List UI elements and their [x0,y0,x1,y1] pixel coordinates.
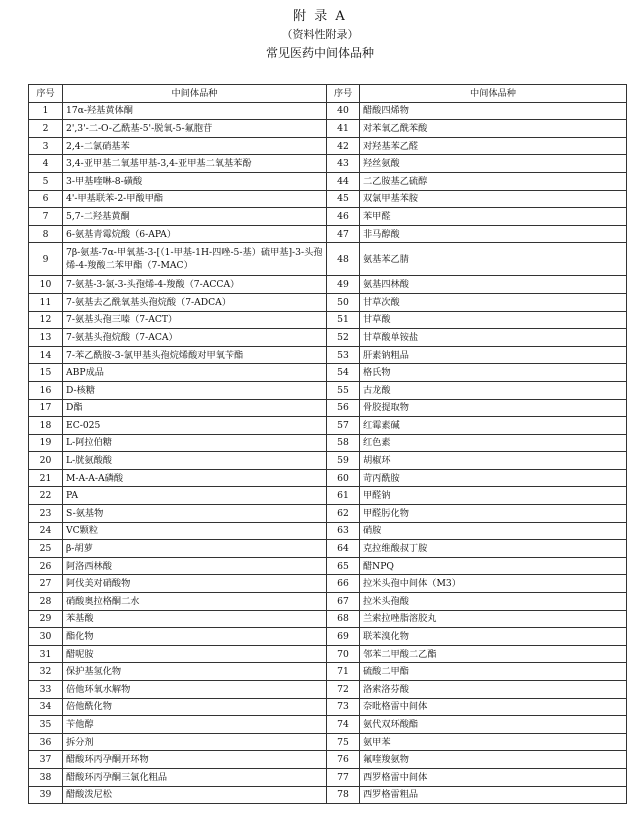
row-index-left: 1 [29,102,63,120]
row-name-left: 3-甲基喹啉-8-磺酸 [63,172,327,190]
row-index-right: 47 [327,225,360,243]
row-name-left: 3,4-亚甲基二氧基甲基-3,4-亚甲基二氧基苯酚 [63,155,327,173]
row-index-right: 41 [327,120,360,138]
row-index-left: 5 [29,172,63,190]
row-index-left: 9 [29,243,63,276]
row-index-right: 51 [327,311,360,329]
table-row [29,293,627,311]
row-index-left: 31 [29,645,63,663]
row-name-left: 硝酸奥拉格酮二水 [63,593,327,611]
row-index-left: 18 [29,417,63,435]
row-index-right: 69 [327,628,360,646]
row-index-left: 10 [29,276,63,294]
row-name-right: 甲醛钠 [360,487,627,505]
row-name-right: 古龙酸 [360,381,627,399]
row-index-left: 13 [29,329,63,347]
row-index-right: 61 [327,487,360,505]
table-row [29,593,627,611]
row-name-left: EC-025 [63,417,327,435]
row-name-left: 7-氨基-3-氯-3-头孢烯-4-羧酸（7-ACCA） [63,276,327,294]
row-index-left: 16 [29,381,63,399]
table-row [29,346,627,364]
row-name-right: 克拉维酸叔丁胺 [360,540,627,558]
row-name-right: 骨胶提取物 [360,399,627,417]
intermediates-table [28,84,627,804]
row-name-right: 氨代双环酸酯 [360,716,627,734]
row-index-left: 29 [29,610,63,628]
row-index-left: 7 [29,208,63,226]
row-index-left: 3 [29,137,63,155]
row-name-left: β-胡萝 [63,540,327,558]
table-row [29,102,627,120]
row-name-left: 倍他环氧水解物 [63,681,327,699]
row-name-left: D-核糖 [63,381,327,399]
row-name-right: 拉米头孢酸 [360,593,627,611]
row-index-right: 63 [327,522,360,540]
table-row [29,628,627,646]
row-index-left: 11 [29,293,63,311]
row-name-left: 保护基氢化物 [63,663,327,681]
table-row [29,155,627,173]
table-row [29,276,627,294]
row-name-right: 氨基苯乙腈 [360,243,627,276]
row-name-right: 对羟基苯乙醛 [360,137,627,155]
row-index-left: 21 [29,469,63,487]
table-row [29,663,627,681]
row-index-left: 37 [29,751,63,769]
row-name-left: 2,4-二氯硝基苯 [63,137,327,155]
row-name-left: 17α-羟基黄体酮 [63,102,327,120]
row-name-right: 醋酸四烯物 [360,102,627,120]
table-row [29,522,627,540]
row-index-left: 19 [29,434,63,452]
row-name-right: 甘草酸 [360,311,627,329]
row-index-left: 15 [29,364,63,382]
table-row [29,172,627,190]
row-index-right: 78 [327,786,360,804]
row-name-left: 7-氨基去乙酰氧基头孢烷酸（7-ADCA） [63,293,327,311]
row-index-right: 46 [327,208,360,226]
row-name-left: 酯化物 [63,628,327,646]
row-index-right: 67 [327,593,360,611]
row-name-right: 邻苯二甲酸二乙酯 [360,645,627,663]
table-row [29,434,627,452]
row-index-left: 30 [29,628,63,646]
row-index-right: 74 [327,716,360,734]
document-title: 常见医药中间体品种 [265,46,374,60]
table-row [29,733,627,751]
row-name-right: 甲醛肟化物 [360,505,627,523]
row-index-right: 52 [327,329,360,347]
row-index-right: 42 [327,137,360,155]
row-index-right: 64 [327,540,360,558]
row-index-right: 75 [327,733,360,751]
table-row [29,786,627,804]
row-name-left: PA [63,487,327,505]
row-name-right: 醋NPQ [360,557,627,575]
row-index-right: 76 [327,751,360,769]
row-name-right: 兰索拉唑脂溶胶丸 [360,610,627,628]
table-row [29,243,627,276]
row-index-left: 34 [29,698,63,716]
row-name-left: 苯基酸 [63,610,327,628]
row-index-right: 56 [327,399,360,417]
row-name-right: 苛丙酰胺 [360,469,627,487]
row-index-left: 4 [29,155,63,173]
table-row [29,311,627,329]
row-name-right: 二乙胺基乙硫醇 [360,172,627,190]
header-index-right: 序号 [327,85,360,103]
row-index-right: 65 [327,557,360,575]
row-index-right: 66 [327,575,360,593]
table-row [29,540,627,558]
row-index-right: 59 [327,452,360,470]
row-index-right: 58 [327,434,360,452]
row-name-right: 氨基四林酸 [360,276,627,294]
row-name-left: 苄他醇 [63,716,327,734]
table-row [29,698,627,716]
row-index-right: 55 [327,381,360,399]
row-index-right: 60 [327,469,360,487]
table-row [29,137,627,155]
table-header-row [29,85,627,103]
row-name-left: 醋酸环丙孕酮开环物 [63,751,327,769]
row-name-right: 红色素 [360,434,627,452]
row-index-right: 54 [327,364,360,382]
row-index-right: 40 [327,102,360,120]
table-row [29,505,627,523]
row-name-left: ABP成品 [63,364,327,382]
row-index-left: 20 [29,452,63,470]
table-row [29,469,627,487]
table-row [29,120,627,138]
row-index-left: 2 [29,120,63,138]
row-name-right: 西罗格雷粗品 [360,786,627,804]
row-index-left: 24 [29,522,63,540]
row-index-right: 57 [327,417,360,435]
row-name-right: 硫酸二甲酯 [360,663,627,681]
table-row [29,399,627,417]
row-name-right: 拉米头孢中间体（M3） [360,575,627,593]
row-index-right: 77 [327,768,360,786]
row-index-left: 6 [29,190,63,208]
row-name-left: 7-氨基头孢三嗪（7-ACT） [63,311,327,329]
row-index-right: 50 [327,293,360,311]
table-row [29,364,627,382]
row-name-left: 5,7-二羟基黄酮 [63,208,327,226]
row-name-right: 硝胺 [360,522,627,540]
row-index-left: 12 [29,311,63,329]
row-index-left: 27 [29,575,63,593]
table-row [29,329,627,347]
table-row [29,417,627,435]
row-index-left: 38 [29,768,63,786]
row-index-left: 36 [29,733,63,751]
row-name-right: 氟喹羧氨物 [360,751,627,769]
row-name-left: 醋呢胺 [63,645,327,663]
row-index-left: 35 [29,716,63,734]
table-row [29,225,627,243]
appendix-note: （资料性附录） [281,28,359,41]
row-name-left: 7β-氨基-7α-甲氧基-3-[（1-甲基-1H-四唑-5-基）硫甲基]-3-头孢烯-4-羧酸二苯甲酯（7-MAC） [63,243,327,276]
row-name-left: S-氨基物 [63,505,327,523]
table-row [29,575,627,593]
header-name-left: 中间体品种 [63,85,327,103]
row-index-right: 48 [327,243,360,276]
row-name-right: 肝素钠粗品 [360,346,627,364]
row-name-left: L-阿拉伯糖 [63,434,327,452]
row-index-right: 53 [327,346,360,364]
row-index-right: 70 [327,645,360,663]
row-index-left: 23 [29,505,63,523]
row-name-right: 甘草次酸 [360,293,627,311]
row-name-right: 羟丝氨酸 [360,155,627,173]
row-name-right: 奈吡格雷中间体 [360,698,627,716]
row-index-right: 73 [327,698,360,716]
row-name-left: L-胱氨酸酸 [63,452,327,470]
row-index-left: 25 [29,540,63,558]
row-name-left: 2',3'-二-O-乙酰基-5'-脱氧-5-氟胞苷 [63,120,327,138]
row-index-left: 14 [29,346,63,364]
header-index-left: 序号 [29,85,63,103]
row-name-left: 阿洛西林酸 [63,557,327,575]
row-name-right: 氨甲苯 [360,733,627,751]
row-name-right: 苯甲醛 [360,208,627,226]
row-index-right: 49 [327,276,360,294]
row-index-left: 39 [29,786,63,804]
row-name-left: 醋酸泼尼松 [63,786,327,804]
row-index-right: 68 [327,610,360,628]
row-index-left: 17 [29,399,63,417]
row-index-left: 8 [29,225,63,243]
table-row [29,208,627,226]
row-name-right: 联苯溴化物 [360,628,627,646]
header-name-right: 中间体品种 [360,85,627,103]
table-row [29,190,627,208]
row-name-right: 西罗格雷中间体 [360,768,627,786]
row-name-left: 阿伐美对硝酸物 [63,575,327,593]
table-row [29,452,627,470]
table-row [29,557,627,575]
row-index-right: 44 [327,172,360,190]
row-name-left: 7-苯乙酰胺-3-氯甲基头孢烷烯酸对甲氧苄酯 [63,346,327,364]
row-index-left: 33 [29,681,63,699]
row-name-left: D酯 [63,399,327,417]
table-row [29,681,627,699]
table-row [29,487,627,505]
row-name-left: 6-氨基青霉烷酸（6-APA） [63,225,327,243]
row-name-left: 拆分剂 [63,733,327,751]
row-name-left: M-A-A-A磷酸 [63,469,327,487]
row-index-right: 62 [327,505,360,523]
row-index-right: 43 [327,155,360,173]
row-name-right: 红霉素碱 [360,417,627,435]
row-index-left: 28 [29,593,63,611]
table-row [29,716,627,734]
row-name-left: 7-氨基头孢烷酸（7-ACA） [63,329,327,347]
table-row [29,768,627,786]
row-index-right: 71 [327,663,360,681]
row-name-right: 洛索洛芬酸 [360,681,627,699]
table-row [29,381,627,399]
row-index-right: 45 [327,190,360,208]
row-index-left: 26 [29,557,63,575]
row-index-left: 22 [29,487,63,505]
row-index-right: 72 [327,681,360,699]
row-name-right: 甘草酸单铵盐 [360,329,627,347]
row-name-right: 非马醇酸 [360,225,627,243]
row-name-right: 双氯甲基苯胺 [360,190,627,208]
table-row [29,751,627,769]
row-name-right: 格氏物 [360,364,627,382]
row-name-left: VC颗粒 [63,522,327,540]
table-body [29,102,627,804]
table-row [29,645,627,663]
row-name-left: 4'-甲基联苯-2-甲酸甲酯 [63,190,327,208]
row-name-left: 倍他酰化物 [63,698,327,716]
appendix-heading: 附 录 A [293,9,347,24]
row-index-left: 32 [29,663,63,681]
table-row [29,610,627,628]
row-name-left: 醋酸环丙孕酮三氯化粗品 [63,768,327,786]
row-name-right: 对苯氧乙酰苯酸 [360,120,627,138]
row-name-right: 胡椒环 [360,452,627,470]
